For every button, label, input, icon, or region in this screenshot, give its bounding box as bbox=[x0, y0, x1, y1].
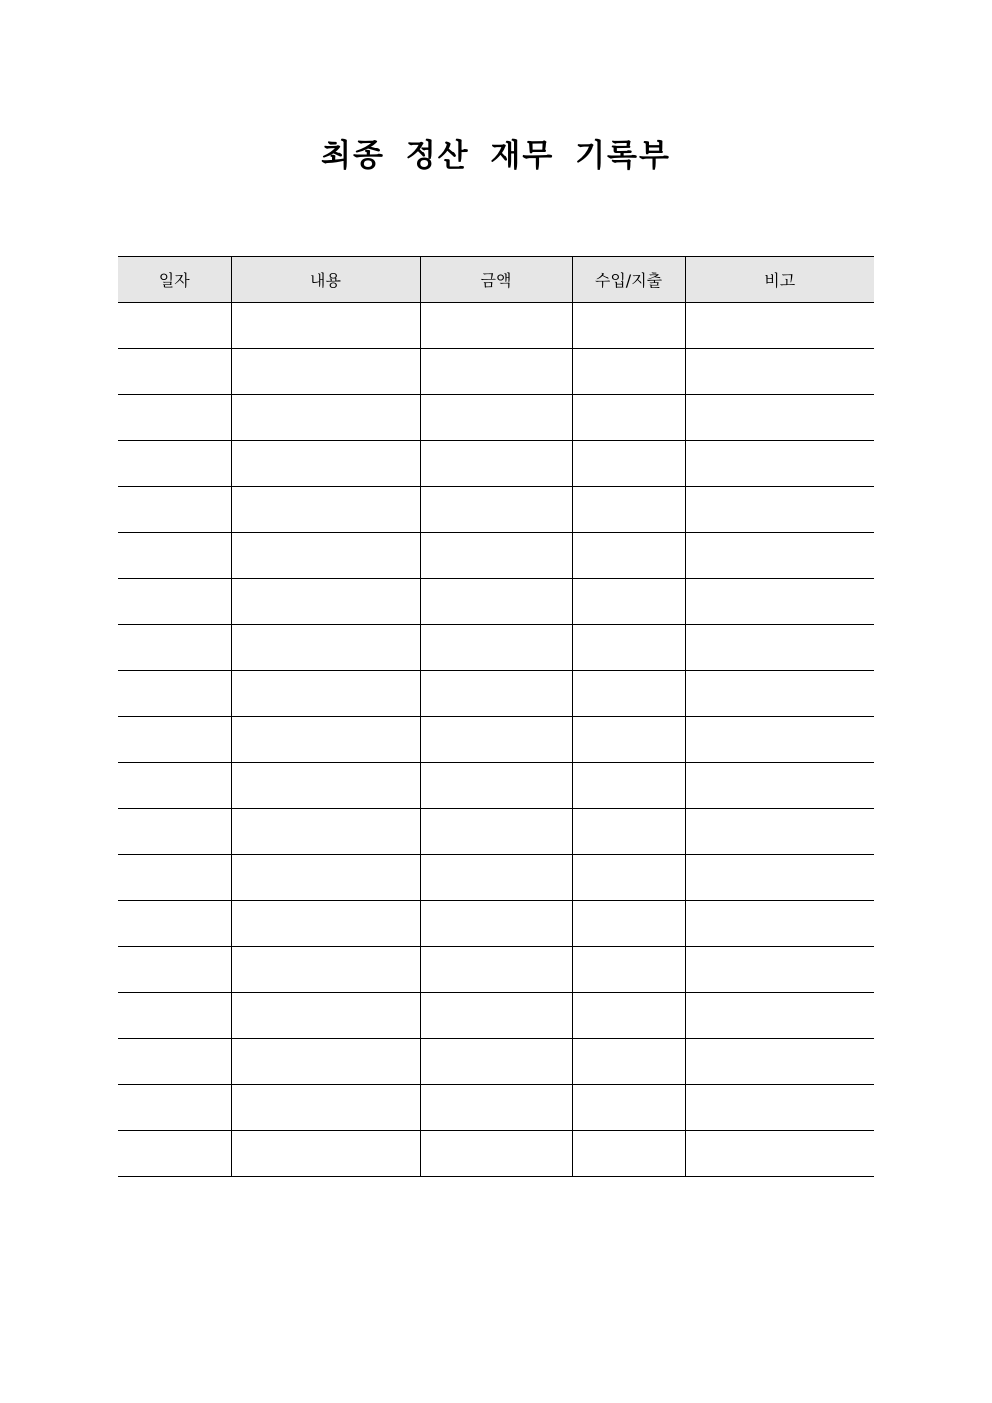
date-cell[interactable] bbox=[118, 993, 231, 1039]
remarks-cell[interactable] bbox=[685, 303, 874, 349]
amount-cell[interactable] bbox=[420, 441, 572, 487]
remarks-cell[interactable] bbox=[685, 901, 874, 947]
table-row bbox=[118, 717, 874, 763]
amount-cell[interactable] bbox=[420, 855, 572, 901]
date-cell[interactable] bbox=[118, 1085, 231, 1131]
remarks-cell[interactable] bbox=[685, 441, 874, 487]
table-row bbox=[118, 763, 874, 809]
amount-cell[interactable] bbox=[420, 625, 572, 671]
content-cell[interactable] bbox=[231, 947, 420, 993]
date-cell[interactable] bbox=[118, 579, 231, 625]
content-cell[interactable] bbox=[231, 625, 420, 671]
table-row bbox=[118, 1085, 874, 1131]
date-cell[interactable] bbox=[118, 671, 231, 717]
income-expense-cell[interactable] bbox=[572, 625, 685, 671]
table-row bbox=[118, 1039, 874, 1085]
table-row bbox=[118, 395, 874, 441]
content-cell[interactable] bbox=[231, 441, 420, 487]
remarks-cell[interactable] bbox=[685, 993, 874, 1039]
remarks-cell[interactable] bbox=[685, 349, 874, 395]
remarks-cell[interactable] bbox=[685, 395, 874, 441]
content-cell[interactable] bbox=[231, 1085, 420, 1131]
income-expense-cell[interactable] bbox=[572, 1085, 685, 1131]
content-cell[interactable] bbox=[231, 579, 420, 625]
date-cell[interactable] bbox=[118, 717, 231, 763]
income-expense-cell[interactable] bbox=[572, 579, 685, 625]
amount-cell[interactable] bbox=[420, 303, 572, 349]
content-cell[interactable] bbox=[231, 809, 420, 855]
date-cell[interactable] bbox=[118, 855, 231, 901]
remarks-cell[interactable] bbox=[685, 533, 874, 579]
remarks-cell[interactable] bbox=[685, 487, 874, 533]
table-body bbox=[118, 303, 874, 1177]
table-row bbox=[118, 349, 874, 395]
header-date: 일자 bbox=[118, 257, 231, 303]
income-expense-cell[interactable] bbox=[572, 487, 685, 533]
content-cell[interactable] bbox=[231, 303, 420, 349]
income-expense-cell[interactable] bbox=[572, 717, 685, 763]
remarks-cell[interactable] bbox=[685, 809, 874, 855]
amount-cell[interactable] bbox=[420, 487, 572, 533]
income-expense-cell[interactable] bbox=[572, 441, 685, 487]
date-cell[interactable] bbox=[118, 763, 231, 809]
header-content: 내용 bbox=[231, 257, 420, 303]
income-expense-cell[interactable] bbox=[572, 349, 685, 395]
content-cell[interactable] bbox=[231, 901, 420, 947]
table-row bbox=[118, 625, 874, 671]
header-income-expense: 수입/지출 bbox=[572, 257, 685, 303]
table-header-row bbox=[118, 257, 874, 303]
ledger-table bbox=[118, 256, 874, 1177]
amount-cell[interactable] bbox=[420, 901, 572, 947]
table-row bbox=[118, 901, 874, 947]
income-expense-cell[interactable] bbox=[572, 1131, 685, 1177]
date-cell[interactable] bbox=[118, 395, 231, 441]
income-expense-cell[interactable] bbox=[572, 809, 685, 855]
amount-cell[interactable] bbox=[420, 671, 572, 717]
date-cell[interactable] bbox=[118, 533, 231, 579]
table-row bbox=[118, 947, 874, 993]
table-row bbox=[118, 487, 874, 533]
amount-cell[interactable] bbox=[420, 1085, 572, 1131]
amount-cell[interactable] bbox=[420, 579, 572, 625]
income-expense-cell[interactable] bbox=[572, 947, 685, 993]
amount-cell[interactable] bbox=[420, 395, 572, 441]
remarks-cell[interactable] bbox=[685, 1085, 874, 1131]
content-cell[interactable] bbox=[231, 1131, 420, 1177]
table-row bbox=[118, 441, 874, 487]
content-cell[interactable] bbox=[231, 395, 420, 441]
table-row bbox=[118, 809, 874, 855]
table-row bbox=[118, 855, 874, 901]
content-cell[interactable] bbox=[231, 349, 420, 395]
income-expense-cell[interactable] bbox=[572, 1039, 685, 1085]
income-expense-cell[interactable] bbox=[572, 855, 685, 901]
table-row bbox=[118, 303, 874, 349]
date-cell[interactable] bbox=[118, 1039, 231, 1085]
table-row bbox=[118, 671, 874, 717]
remarks-cell[interactable] bbox=[685, 1039, 874, 1085]
header-amount: 금액 bbox=[420, 257, 572, 303]
income-expense-cell[interactable] bbox=[572, 533, 685, 579]
date-cell[interactable] bbox=[118, 441, 231, 487]
table-row bbox=[118, 1131, 874, 1177]
date-cell[interactable] bbox=[118, 625, 231, 671]
date-cell[interactable] bbox=[118, 303, 231, 349]
header-remarks: 비고 bbox=[685, 257, 874, 303]
content-cell[interactable] bbox=[231, 1039, 420, 1085]
page-title: 최종 정산 재무 기록부 bbox=[321, 138, 671, 174]
content-cell[interactable] bbox=[231, 671, 420, 717]
income-expense-cell[interactable] bbox=[572, 763, 685, 809]
table-row bbox=[118, 993, 874, 1039]
date-cell[interactable] bbox=[118, 1131, 231, 1177]
income-expense-cell[interactable] bbox=[572, 303, 685, 349]
remarks-cell[interactable] bbox=[685, 717, 874, 763]
remarks-cell[interactable] bbox=[685, 579, 874, 625]
date-cell[interactable] bbox=[118, 901, 231, 947]
amount-cell[interactable] bbox=[420, 763, 572, 809]
amount-cell[interactable] bbox=[420, 1039, 572, 1085]
content-cell[interactable] bbox=[231, 533, 420, 579]
content-cell[interactable] bbox=[231, 717, 420, 763]
content-cell[interactable] bbox=[231, 855, 420, 901]
amount-cell[interactable] bbox=[420, 809, 572, 855]
table-row bbox=[118, 533, 874, 579]
date-cell[interactable] bbox=[118, 349, 231, 395]
amount-cell[interactable] bbox=[420, 533, 572, 579]
remarks-cell[interactable] bbox=[685, 763, 874, 809]
remarks-cell[interactable] bbox=[685, 1131, 874, 1177]
date-cell[interactable] bbox=[118, 809, 231, 855]
content-cell[interactable] bbox=[231, 763, 420, 809]
content-cell[interactable] bbox=[231, 993, 420, 1039]
remarks-cell[interactable] bbox=[685, 671, 874, 717]
remarks-cell[interactable] bbox=[685, 855, 874, 901]
remarks-cell[interactable] bbox=[685, 625, 874, 671]
date-cell[interactable] bbox=[118, 947, 231, 993]
amount-cell[interactable] bbox=[420, 993, 572, 1039]
income-expense-cell[interactable] bbox=[572, 993, 685, 1039]
remarks-cell[interactable] bbox=[685, 947, 874, 993]
amount-cell[interactable] bbox=[420, 947, 572, 993]
table-row bbox=[118, 579, 874, 625]
amount-cell[interactable] bbox=[420, 1131, 572, 1177]
income-expense-cell[interactable] bbox=[572, 395, 685, 441]
content-cell[interactable] bbox=[231, 487, 420, 533]
amount-cell[interactable] bbox=[420, 717, 572, 763]
amount-cell[interactable] bbox=[420, 349, 572, 395]
date-cell[interactable] bbox=[118, 487, 231, 533]
income-expense-cell[interactable] bbox=[572, 901, 685, 947]
income-expense-cell[interactable] bbox=[572, 671, 685, 717]
